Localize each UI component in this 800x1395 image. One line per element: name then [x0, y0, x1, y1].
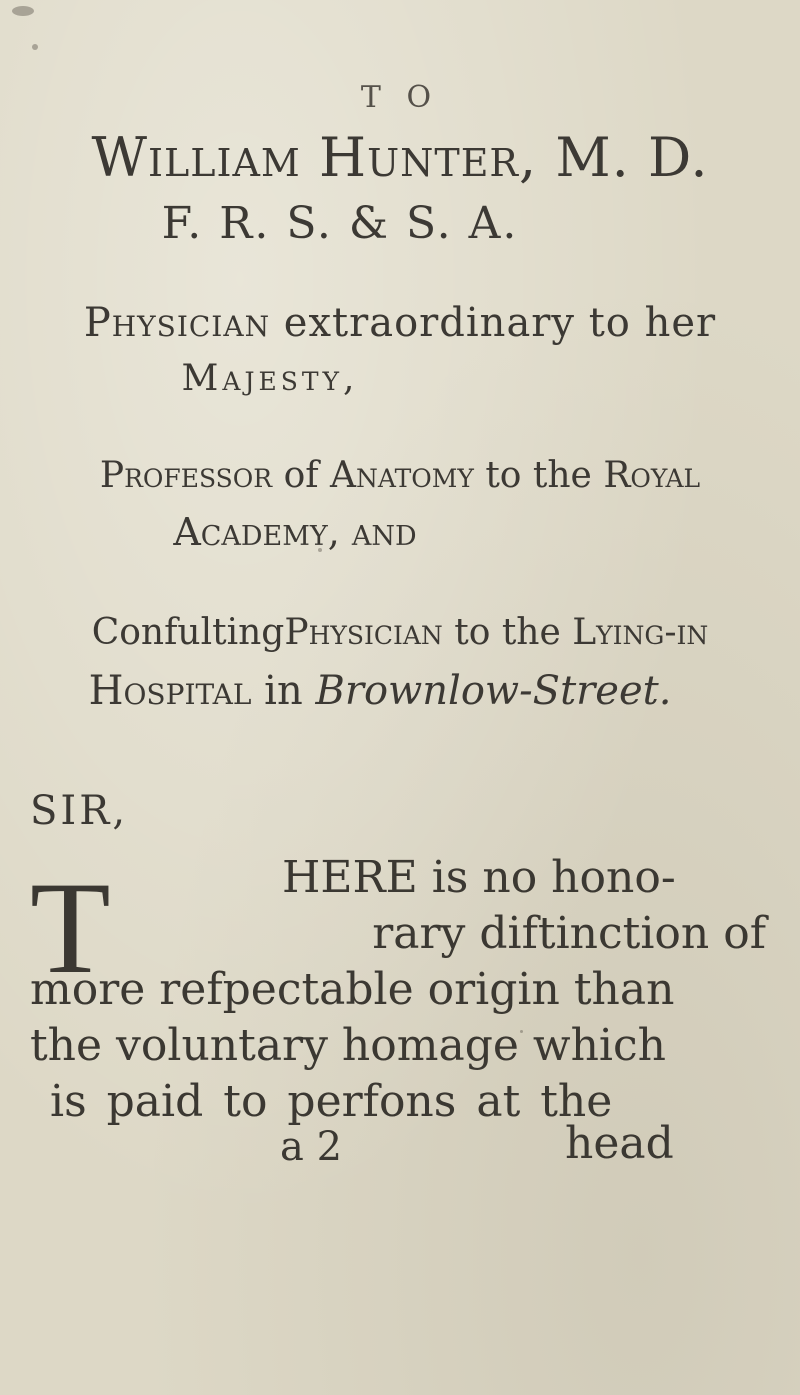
extraordinary-text: extraordinary to her — [270, 300, 717, 346]
signature-mark: a 2 — [280, 1124, 343, 1170]
dedicatee-degrees: F. R. S. & S. A. — [161, 198, 519, 249]
lying-in-word: Lying-in — [572, 612, 709, 653]
dedicatee-name: William Hunter, M. D. — [91, 126, 709, 189]
title-line-physician — [0, 300, 800, 346]
body-line-3: more refpectable origin than — [30, 964, 675, 1015]
to-the-text: to the — [473, 455, 604, 496]
physician-word-2: Physician — [284, 612, 443, 653]
ink-speck — [32, 44, 38, 50]
body-line-1: HERE is no hono- — [282, 852, 676, 903]
ink-speck — [12, 6, 34, 16]
body-line-5: is paid to perfons at the — [50, 1076, 613, 1127]
in-word: in — [251, 668, 316, 714]
title-line-consulting — [0, 612, 800, 653]
of-word: of — [272, 455, 331, 496]
title-line-professor — [0, 455, 800, 496]
body-line-4: the voluntary homage which — [30, 1020, 666, 1071]
to-the-text-2: to the — [442, 612, 573, 653]
title-line-hospital — [0, 668, 780, 714]
catchword: head — [565, 1118, 674, 1169]
body-line-2: rary diftinction of — [372, 908, 766, 959]
royal-word: Royal — [603, 455, 701, 496]
hospital-word: Hospital — [88, 668, 252, 714]
professor-word: Professor — [99, 455, 273, 496]
street-name: Brownlow-Street. — [315, 668, 672, 714]
title-line-majesty: Majesty, — [181, 358, 359, 399]
drop-cap: T — [30, 854, 111, 1001]
physician-word: Physician — [83, 300, 271, 346]
confulting-word: Confulting — [91, 612, 285, 653]
dedication-to: T O — [360, 80, 440, 115]
title-line-academy: Academy, and — [173, 510, 417, 554]
salutation: SIR, — [30, 788, 129, 834]
anatomy-word: Anatomy — [330, 455, 474, 496]
